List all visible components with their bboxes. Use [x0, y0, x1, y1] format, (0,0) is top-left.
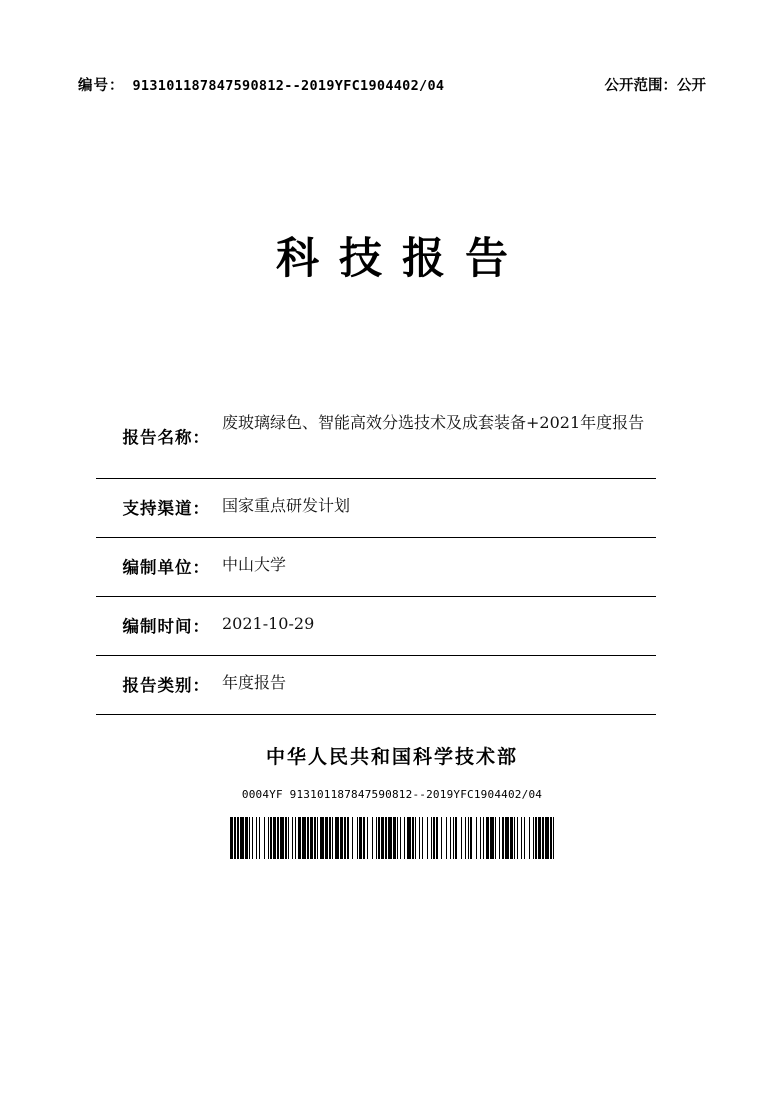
barcode-block — [0, 788, 784, 859]
report-code — [78, 74, 444, 95]
page-title: 科技报告 — [276, 234, 528, 284]
report-metadata-table — [96, 398, 656, 715]
field-value-report-name: 废玻璃绿色、智能高效分选技术及成套装备+2021年度报告 — [222, 413, 645, 432]
field-row-date — [96, 597, 656, 656]
field-value-support-channel: 国家重点研发计划 — [222, 496, 351, 515]
barcode-caption: 0004YF 913101187847590812--2019YFC1904402/04 — [241, 788, 543, 801]
field-row-report-type — [96, 656, 656, 715]
field-value-report-type: 年度报告 — [222, 673, 287, 692]
field-row-organization — [96, 538, 656, 597]
field-label-report-type: 报告类别： — [122, 676, 210, 695]
field-value-organization: 中山大学 — [222, 555, 287, 574]
field-label-date: 编制时间： — [122, 617, 210, 636]
report-code-value: 913101187847590812--2019YFC1904402/04 — [132, 78, 445, 94]
field-row-support-channel — [96, 479, 656, 538]
document-header — [78, 74, 706, 95]
disclosure-scope: 公开范围：公开 — [604, 78, 706, 94]
report-code-label: 编号： — [78, 78, 125, 94]
field-label-report-name: 报告名称： — [122, 428, 210, 447]
field-row-report-name — [96, 398, 656, 479]
field-value-date: 2021-10-29 — [222, 614, 315, 633]
barcode-image — [230, 817, 554, 859]
field-label-organization: 编制单位： — [122, 558, 210, 577]
issuing-authority: 中华人民共和国科学技术部 — [265, 746, 518, 768]
field-label-support-channel: 支持渠道： — [122, 499, 210, 518]
